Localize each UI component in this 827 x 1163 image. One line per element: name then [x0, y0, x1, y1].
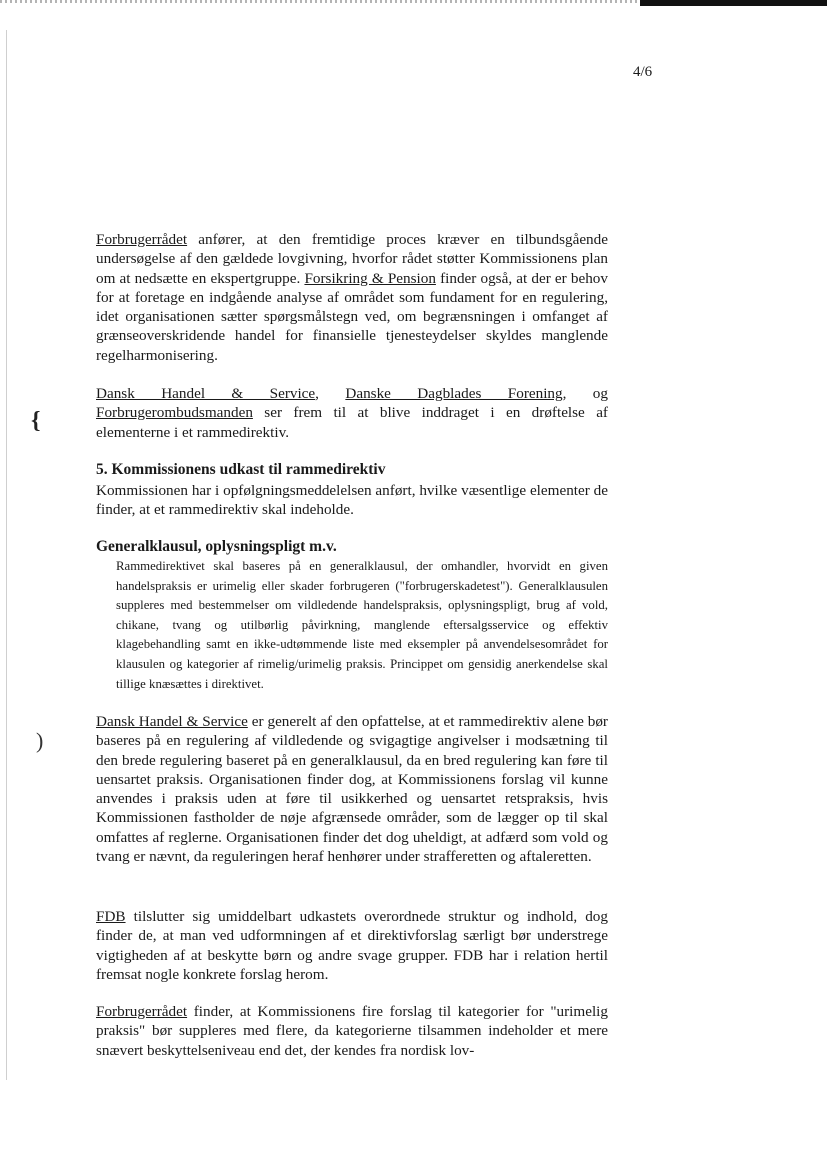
org-name: FDB	[96, 908, 126, 925]
org-name: Forbrugerrådet	[96, 1003, 188, 1020]
paragraph-text: anfører, at den fremtidige proces kræver en tilbundsgående undersøgelse af den gældede lovgivning, hvorfor rådet støtter Kommissionens plan om at nedsætte en ekspertgruppe.	[96, 231, 608, 287]
quoted-excerpt	[116, 557, 608, 694]
paragraph-fdb	[96, 907, 608, 984]
org-name: Forbrugerrådet	[96, 231, 188, 248]
paragraph-dansk-handel	[96, 712, 608, 866]
org-name: Dansk Handel & Service	[96, 713, 248, 730]
org-name: Danske Dagblades Forening	[345, 385, 563, 402]
section-heading: 5. Kommissionens udkast til rammedirektiv	[96, 461, 386, 478]
paragraph-text: er generelt af den opfattelse, at et rammedirektiv alene bør baseres på en regulering af vildledende og svigagtige angivelser i modsætning til den brede regulering baseret på en generalklausul, da en bred regulering kan føre til uensartet praksis. Organisationen finder dog, at Kommissionens forslag vil kunne anvendes i praksis uden at føre til usikkerhed og uensartet retspraksis, hvis Kommissionen fastholder de nøje afgrænsede områder, som de lægger op til skal omfattes af reglerne. Organisationen finder det dog uheldigt, at adfærd som vold og tvang er nævnt, da reguleringen heraf henhører under strafferetten og aftaleretten.	[96, 713, 608, 866]
scan-left-edge	[6, 30, 7, 1080]
scan-top-edge	[0, 0, 827, 8]
org-name: Forsikring & Pension	[304, 269, 436, 287]
quote-text: Rammedirektivet skal baseres på en generalklausul, der omhandler, hvorvidt en given handelspraksis er urimelig eller skader forbrugeren ("forbrugerskadetest"). Generalklausulen suppleres med bestemmelser om vildledende handelspraksis, oplysningspligt, brug af vold, chikane, tvang og utilbørlig påvirkning, manglende eftersalgsservice og effektiv klagebehandling samt en ikke-udtømmende liste med eksempler på anvendelsesområdet for klausulen og kategorier af rimelig/urimelig praksis. Princippet om gensidig anerkendelse skal tillige knæsættes i direktivet.	[116, 559, 608, 691]
paragraph-forbrugerraadet-1	[96, 230, 608, 365]
paragraph-text: finder også, at der er behov for at foretage en indgående analyse af området som fundament for en regulering, idet organisationen sætter spørgsmålstegn ved, om begrænsningen i omfanget af grænseoverskridende handel for finansielle tjenesteydelser skyldes manglende regelharmonisering.	[96, 269, 608, 364]
paragraph-text: ser frem til at blive inddraget i en drøftelse af elementerne i et rammedirektiv.	[96, 404, 608, 441]
section-intro	[96, 481, 608, 520]
subsection-heading: Generalklausul, oplysningspligt m.v.	[96, 538, 337, 555]
separator-text: , og	[562, 385, 608, 402]
paragraph-forbrugerraadet-2	[96, 1002, 608, 1060]
scan-dotted-edge	[0, 0, 640, 3]
paragraph-text: tilslutter sig umiddelbart udkastets overordnede struktur og indhold, dog finder de, at man ved udformningen af et direktivforslag særligt bør understrege vigtigheden af at beskytte børn og andre svage grupper. FDB har i relation hertil fremsat nogle konkrete forslag herom.	[96, 908, 608, 983]
paragraph-text: Kommissionen har i opfølgningsmeddelelsen anført, hvilke væsentlige elementer de finder, at et rammedirektiv skal indeholde.	[96, 482, 608, 519]
page-number: 4/6	[633, 64, 653, 80]
scan-black-bar	[640, 0, 827, 6]
org-name: Dansk Handel & Service	[96, 385, 316, 402]
paragraph-organisations	[96, 384, 608, 442]
paragraph-text: finder, at Kommissionens fire forslag til kategorier for "urimelig praksis" bør suppleres med flere, da kategorierne tilsammen indeholder et mere snævert beskyttelseniveau end det, der kendes fra nordisk lov-	[96, 1003, 608, 1059]
margin-mark-paren: )	[36, 728, 44, 753]
org-name: Forbrugerombudsmanden	[96, 404, 253, 422]
margin-mark-brace: {	[31, 408, 41, 434]
separator-text: ,	[315, 385, 346, 402]
